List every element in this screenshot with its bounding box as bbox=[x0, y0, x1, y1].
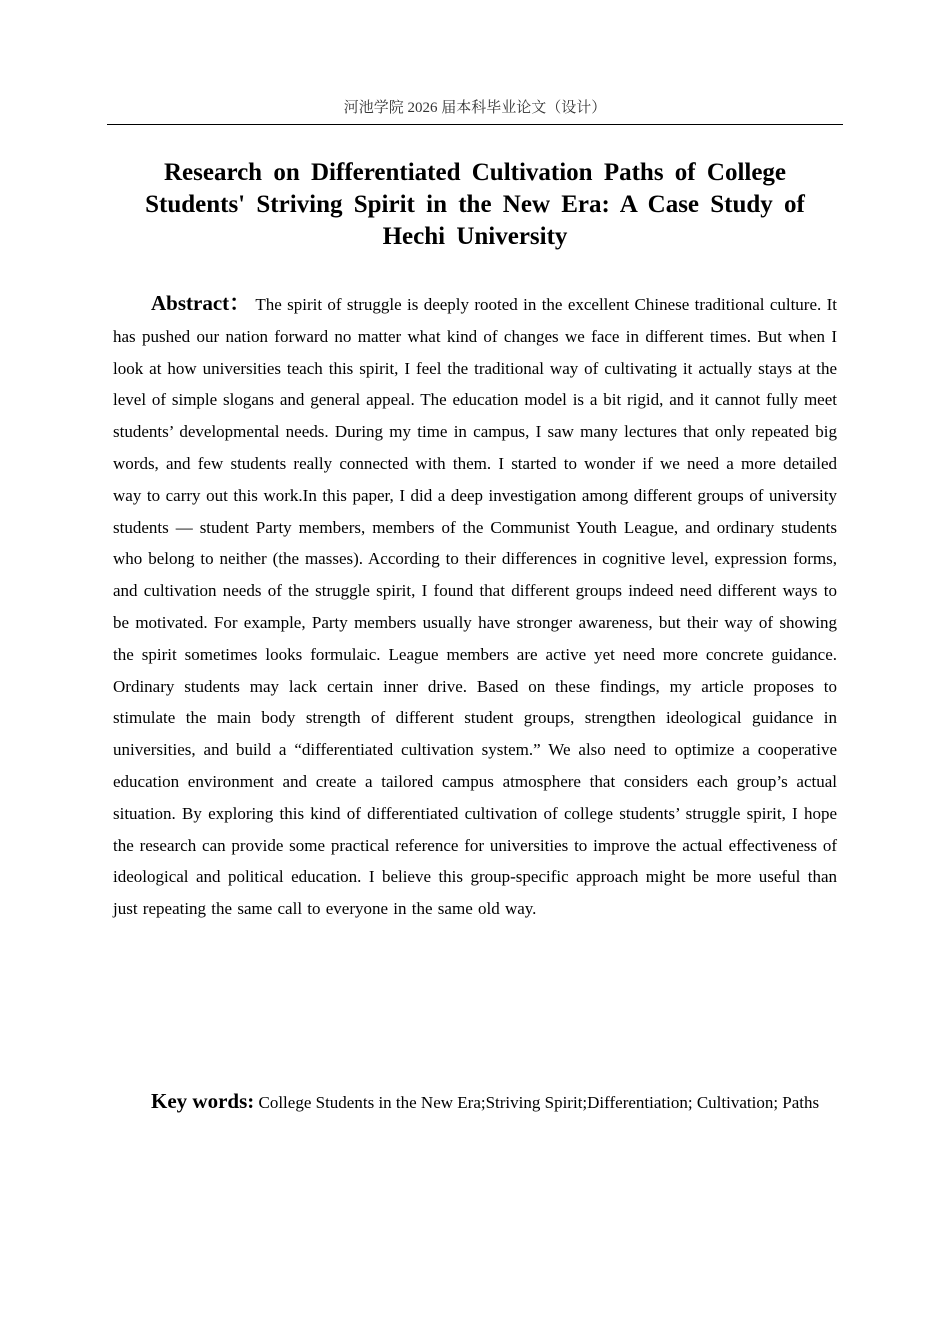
header-divider bbox=[107, 124, 843, 125]
keywords-text: College Students in the New Era;Striving Spirit;Differentiation; Cultivation; Paths bbox=[258, 1093, 820, 1112]
paper-title: Research on Differentiated Cultivation Paths of College Students' Striving Spirit in the New Era: A Case Study of Hechi University bbox=[145, 159, 805, 250]
abstract-label: Abstract： bbox=[151, 291, 251, 315]
abstract-text: The spirit of struggle is deeply rooted in the excellent Chinese traditional culture. It has pushed our nation forward no matter what kind of changes we face in different times. But when I look at how universities teach this spirit, I feel the traditional way of cultivating it actually stays at the level of simple slogans and general appeal. The education model is a bit rigid, and it cannot fully meet students’ developmental needs. During my time in campus, I saw many lectures that only repeated big words, and few students really connected with them. I started to wonder if we need a more detailed way to carry out this work.In this paper, I did a deep investigation among different groups of university students — student Party members, members of the Communist Youth League, and ordinary students who belong to neither (the masses). According to their differences in cognitive level, expression forms, and cultivation needs of the struggle spirit, I found that different groups indeed need different ways to be motivated. For example, Party members usually have stronger awareness, but their way of showing the spirit sometimes looks formulaic. League members are active yet need more concrete guidance. Ordinary students may lack certain inner drive. Based on these findings, my article proposes to stimulate the main body strength of different student groups, strengthen ideological guidance in universities, and build a “differentiated cultivation system.” We also need to optimize a cooperative education environment and create a tailored campus atmosphere that considers each group’s actual situation. By exploring this kind of differentiated cultivation of college students’ struggle spirit, I hope the research can provide some practical reference for universities to improve the actual effectiveness of ideological and political education. I believe this group-specific approach might be more useful than just repeating the same call to everyone in the same old way. bbox=[113, 295, 837, 919]
keywords-label: Key words: bbox=[151, 1089, 255, 1113]
running-header: 河池学院 2026 届本科毕业论文（设计） bbox=[343, 100, 607, 116]
abstract-paragraph bbox=[113, 288, 837, 925]
keywords-paragraph bbox=[113, 1086, 837, 1119]
